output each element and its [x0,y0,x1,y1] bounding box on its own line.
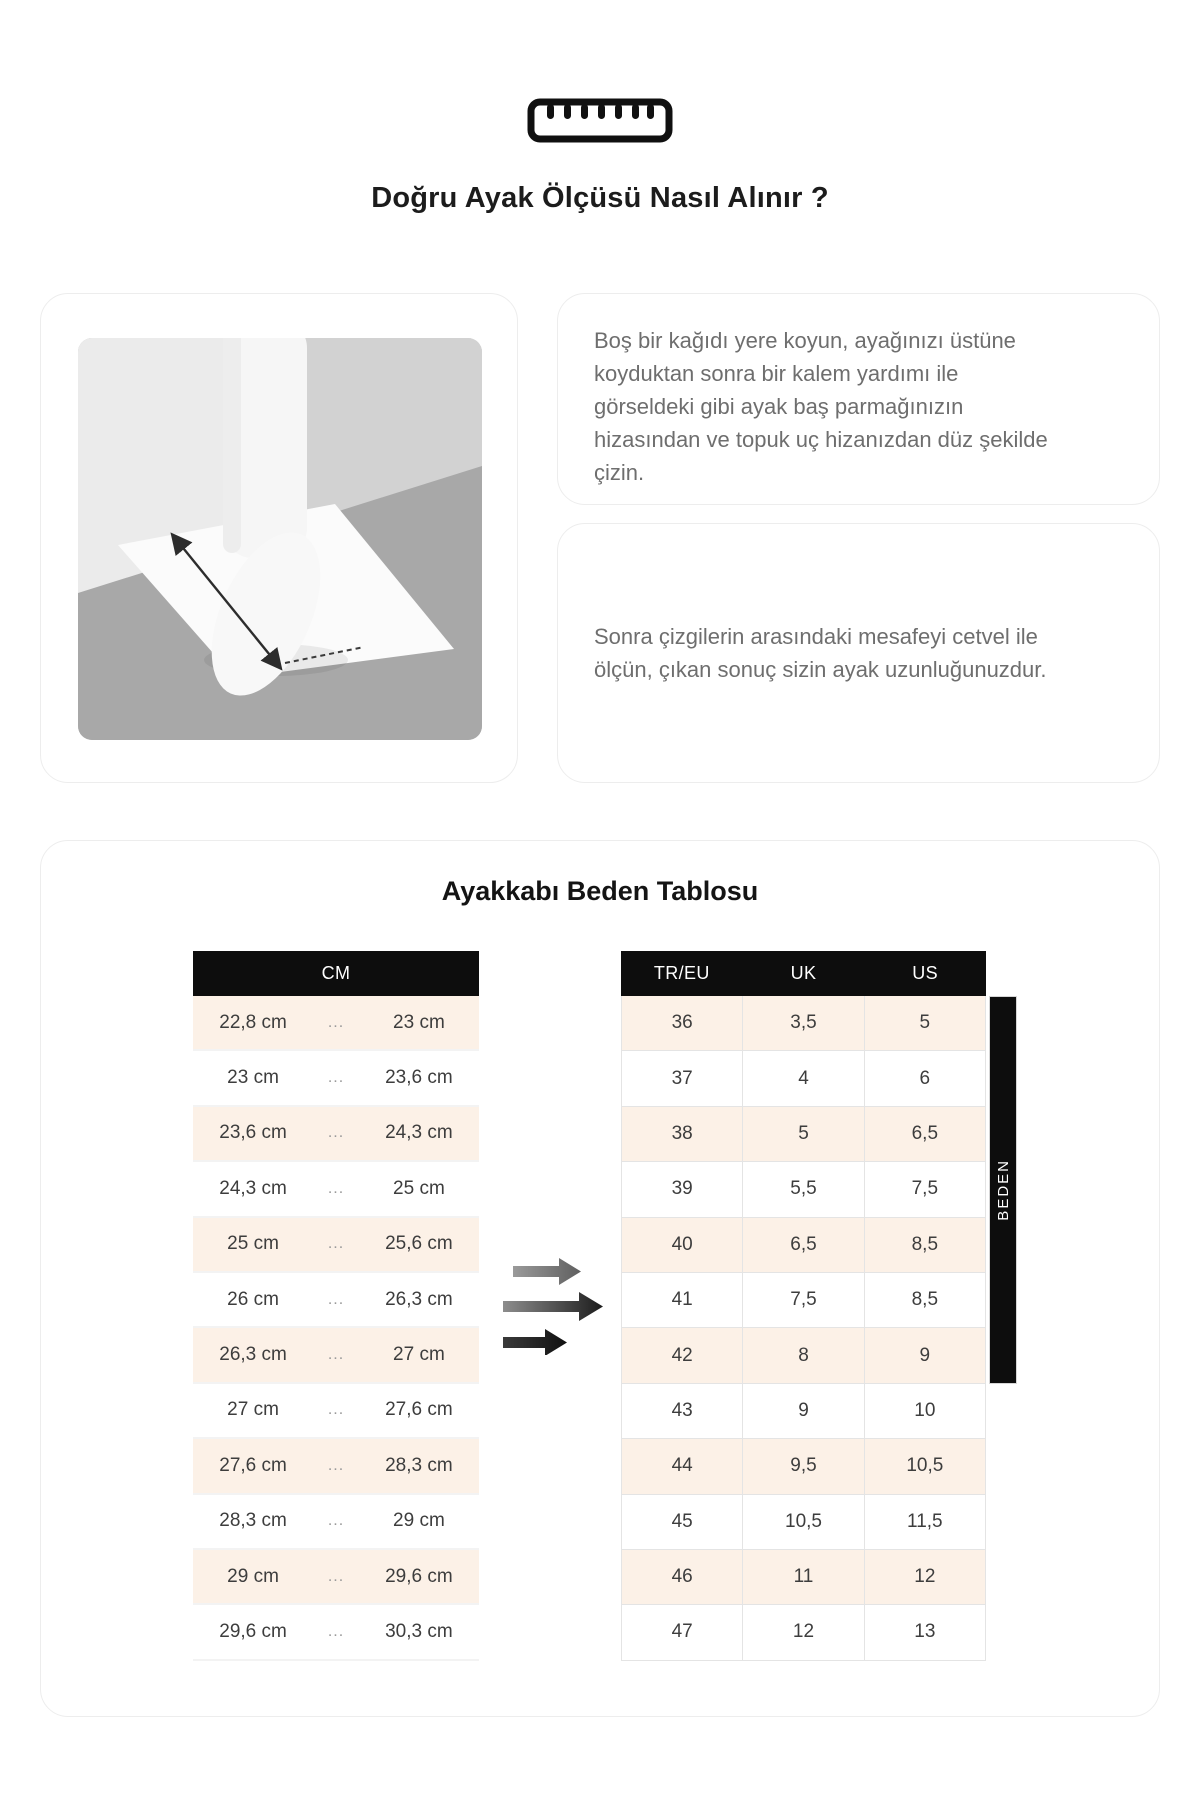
size-cell-us: 11,5 [865,1495,986,1550]
cm-table-row [193,1273,479,1328]
size-cell-uk: 5,5 [743,1162,864,1217]
size-cell-uk: 7,5 [743,1273,864,1328]
cm-header-label: CM [321,963,351,983]
range-dots: ... [327,1401,345,1419]
size-cell-uk: 6,5 [743,1218,864,1273]
size-table-row [622,1273,986,1328]
foot-measurement-photo [78,338,482,740]
size-cell-tr-eu: 45 [622,1495,743,1550]
size-cell-tr-eu: 44 [622,1439,743,1494]
cm-min-value: 26,3 cm [219,1344,287,1366]
cm-min-value: 27,6 cm [219,1454,287,1476]
cm-min-value: 28,3 cm [219,1510,287,1532]
size-cell-tr-eu: 38 [622,1107,743,1162]
instruction-card-1 [557,293,1160,505]
triple-right-arrows-icon [499,1251,603,1355]
instruction-step-2: Sonra çizgilerin arasındaki mesafeyi cetvel ile ölçün, çıkan sonuç sizin ayak uzunluğunuzdur. [594,624,1047,682]
cm-max-value: 30,3 cm [385,1620,453,1642]
size-cell-us: 10 [865,1384,986,1439]
size-table-row [622,1218,986,1273]
cm-min-value: 29 cm [227,1565,279,1587]
size-cell-us: 13 [865,1605,986,1660]
cm-max-value: 29,6 cm [385,1565,453,1587]
size-table-header [621,951,986,996]
range-dots: ... [327,1346,345,1364]
size-cell-uk: 10,5 [743,1495,864,1550]
size-cell-tr-eu: 46 [622,1550,743,1605]
cm-max-value: 27 cm [393,1344,445,1366]
cm-min-value: 27 cm [227,1399,279,1421]
foot-photo-card [40,293,518,783]
size-table-row [622,1605,986,1660]
cm-table-row [193,1605,479,1660]
size-table-row [622,1439,986,1494]
cm-table-row [193,1495,479,1550]
size-table-row [622,1328,986,1383]
size-cell-tr-eu: 47 [622,1605,743,1660]
size-table-card [40,840,1160,1717]
ruler-icon-wrap [0,98,1200,143]
size-cell-uk: 3,5 [743,996,864,1051]
cm-table-row [193,1107,479,1162]
size-cell-uk: 12 [743,1605,864,1660]
cm-min-value: 23 cm [227,1067,279,1089]
size-table-row [622,1162,986,1217]
range-dots: ... [327,1179,345,1197]
instruction-card-2 [557,523,1160,783]
size-cell-uk: 8 [743,1328,864,1383]
size-cell-uk: 4 [743,1051,864,1106]
size-header-tr-eu: TR/EU [653,963,710,983]
size-table-row [622,1495,986,1550]
size-cell-us: 8,5 [865,1273,986,1328]
beden-label: BEDEN [994,1159,1012,1221]
size-cell-us: 6,5 [865,1107,986,1162]
cm-table-row [193,1439,479,1494]
range-dots: ... [327,1069,345,1087]
range-dots: ... [327,1013,345,1031]
size-cell-us: 9 [865,1328,986,1383]
cm-table-row [193,1328,479,1383]
range-dots: ... [327,1456,345,1474]
size-cell-us: 7,5 [865,1162,986,1217]
page-title: Doğru Ayak Ölçüsü Nasıl Alınır ? [371,182,829,214]
range-dots: ... [327,1235,345,1253]
size-table-row [622,1384,986,1439]
cm-min-value: 26 cm [227,1288,279,1310]
range-dots: ... [327,1124,345,1142]
size-header-uk: UK [790,963,817,983]
foot-on-paper-illustration [78,338,482,740]
size-cell-tr-eu: 36 [622,996,743,1051]
cm-min-value: 25 cm [227,1233,279,1255]
cm-table-row [193,1384,479,1439]
ruler-icon [527,98,673,143]
cm-max-value: 25,6 cm [385,1233,453,1255]
range-dots: ... [327,1290,345,1308]
size-cell-uk: 9,5 [743,1439,864,1494]
cm-min-value: 29,6 cm [219,1620,287,1642]
size-table-row [622,1107,986,1162]
size-cell-us: 12 [865,1550,986,1605]
size-cell-tr-eu: 41 [622,1273,743,1328]
size-table-row [622,1051,986,1106]
size-cell-us: 5 [865,996,986,1051]
cm-min-value: 24,3 cm [219,1177,287,1199]
cm-table-header [193,951,479,996]
cm-max-value: 26,3 cm [385,1288,453,1310]
cm-table-row [193,1550,479,1605]
size-cell-tr-eu: 43 [622,1384,743,1439]
range-dots: ... [327,1512,345,1530]
size-table-body [621,996,986,1661]
cm-table-row [193,1218,479,1273]
range-dots: ... [327,1622,345,1640]
cm-max-value: 27,6 cm [385,1399,453,1421]
cm-max-value: 23 cm [393,1011,445,1033]
size-cell-us: 10,5 [865,1439,986,1494]
size-cell-us: 6 [865,1051,986,1106]
size-header-us: US [912,963,939,983]
size-cell-tr-eu: 37 [622,1051,743,1106]
cm-max-value: 25 cm [393,1177,445,1199]
size-cell-uk: 11 [743,1550,864,1605]
size-table-title: Ayakkabı Beden Tablosu [441,876,759,906]
cm-table-row [193,1162,479,1217]
cm-min-value: 23,6 cm [219,1122,287,1144]
cm-max-value: 29 cm [393,1510,445,1532]
cm-table-body [193,996,479,1661]
size-cell-uk: 9 [743,1384,864,1439]
size-cell-tr-eu: 39 [622,1162,743,1217]
cm-min-value: 22,8 cm [219,1011,287,1033]
size-cell-uk: 5 [743,1107,864,1162]
cm-max-value: 23,6 cm [385,1067,453,1089]
size-cell-tr-eu: 42 [622,1328,743,1383]
cm-max-value: 28,3 cm [385,1454,453,1476]
size-table-row [622,996,986,1051]
range-dots: ... [327,1567,345,1585]
instruction-step-1: Boş bir kağıdı yere koyun, ayağınızı üstüne koyduktan sonra bir kalem yardımı ile görseldeki gibi ayak baş parmağınızın hizasından ve topuk uç hizanızdan düz şekilde çizin. [594,328,1048,485]
cm-max-value: 24,3 cm [385,1122,453,1144]
beden-side-bar [989,996,1017,1384]
cm-table-row [193,996,479,1051]
size-table-row [622,1550,986,1605]
size-cell-us: 8,5 [865,1218,986,1273]
size-cell-tr-eu: 40 [622,1218,743,1273]
cm-table-row [193,1051,479,1106]
